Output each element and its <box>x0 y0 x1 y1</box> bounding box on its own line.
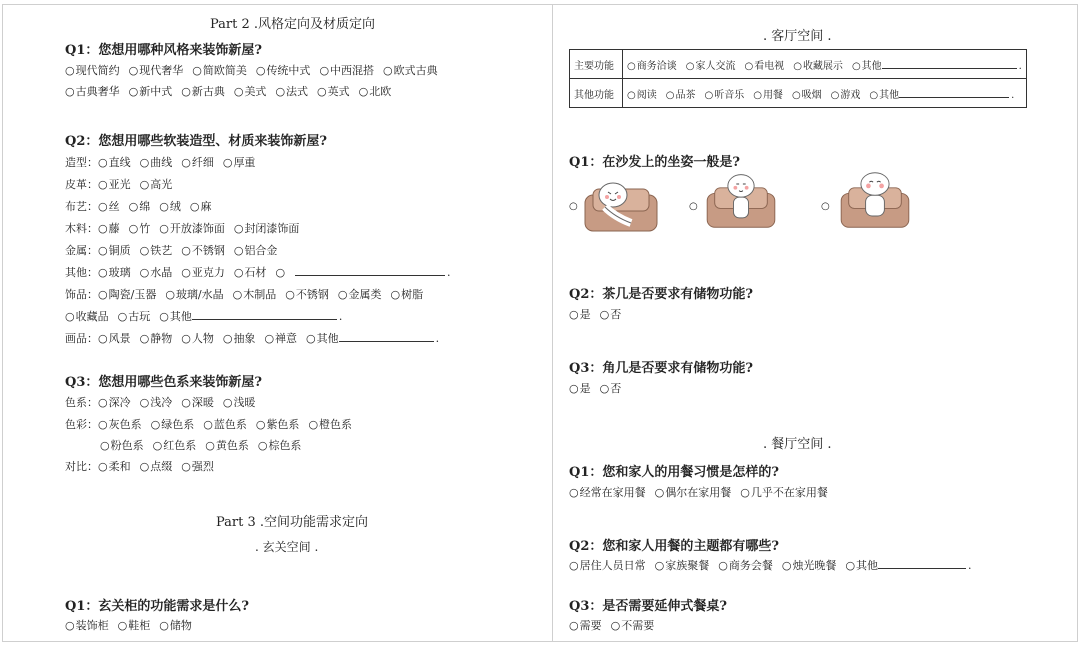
option-radio[interactable]: ○ 收藏展示 <box>793 57 843 72</box>
option-radio[interactable]: ○ 开放漆饰面 <box>159 221 225 237</box>
part3-title: Part 3 .空间功能需求定向 <box>216 515 369 530</box>
option-radio[interactable]: ○ 否 <box>600 307 622 323</box>
living-q2-options <box>569 307 630 323</box>
option-radio[interactable]: ○ 新中式 <box>129 84 173 100</box>
row-label: 画品： <box>65 332 98 345</box>
option-radio[interactable]: ○ 中西混搭 <box>319 63 374 79</box>
option-radio[interactable]: ○ 直线 <box>98 155 131 171</box>
part2-title: Part 2 .风格定向及材质定向 <box>210 17 376 32</box>
option-radio[interactable]: ○ 铝合金 <box>234 243 278 259</box>
option-radio[interactable]: ○ 看电视 <box>744 57 784 72</box>
option-radio[interactable]: ○ 品茶 <box>666 86 696 101</box>
fill-in-blank[interactable] <box>899 87 1009 98</box>
option-radio[interactable]: ○ 灰色系 <box>98 417 142 433</box>
option-radio[interactable]: ○ 封闭漆饰面 <box>234 221 300 237</box>
option-radio[interactable]: ○ 人物 <box>181 331 214 347</box>
q2-row <box>65 243 286 259</box>
row-label: 布艺： <box>65 200 98 213</box>
option-radio[interactable]: ○ 风景 <box>98 331 131 347</box>
dining-q1-title: Q1：您和家人的用餐习惯是怎样的? <box>569 465 779 480</box>
dining-q3-title: Q3：是否需要延伸式餐桌? <box>569 599 727 614</box>
posture-radio[interactable]: ○ <box>569 201 578 212</box>
option-radio[interactable]: ○ 现代奢华 <box>129 63 184 79</box>
option-radio[interactable]: ○ 收藏品 <box>65 309 109 325</box>
right-page <box>552 4 1078 642</box>
option-radio[interactable]: ○ 法式 <box>275 84 308 100</box>
option-radio[interactable]: ○ 用餐 <box>753 86 783 101</box>
option-radio[interactable]: ○ 其他 <box>306 331 339 347</box>
option-radio[interactable]: ○ 商务会餐 <box>718 558 773 574</box>
q2-title: Q2：您想用哪些软装造型、材质来装饰新屋? <box>65 134 327 149</box>
q2-row: 画品：○ 风景○ 静物○ 人物○ 抽象○ 禅意○ 其他 . <box>65 331 439 347</box>
option-radio[interactable]: ○ 厚重 <box>223 155 256 171</box>
option-radio[interactable]: ○ 几乎不在家用餐 <box>740 485 828 501</box>
option-radio[interactable]: ○ 家人交流 <box>686 57 736 72</box>
option-radio[interactable]: ○ 纤细 <box>181 155 214 171</box>
option-radio[interactable]: ○ 竹 <box>129 221 151 237</box>
option-radio[interactable]: ○ 其他 <box>869 86 899 101</box>
option-radio[interactable]: ○ 北欧 <box>359 84 392 100</box>
living-section-title: . 客厅空间 . <box>763 29 832 44</box>
q1-row1 <box>65 63 447 79</box>
option-radio[interactable]: ○ 听音乐 <box>704 86 744 101</box>
option-radio[interactable]: ○ 是 <box>569 381 591 397</box>
dining-q3-options <box>569 618 663 634</box>
row-label: 对比： <box>65 460 98 473</box>
foyer-q1-options <box>65 618 201 634</box>
dining-q1-options <box>569 485 837 501</box>
table-row-label: 主要功能 <box>570 50 623 79</box>
option-radio[interactable]: ○ 不锈钢 <box>181 243 225 259</box>
table-row <box>570 50 1027 79</box>
living-q3-options <box>569 381 630 397</box>
option-radio[interactable]: ○ 藤 <box>98 221 120 237</box>
option-radio[interactable]: ○ 绿色系 <box>151 417 195 433</box>
option-radio[interactable]: ○ 丝 <box>98 199 120 215</box>
fill-in-blank[interactable] <box>192 309 337 320</box>
q3-row <box>65 417 361 433</box>
row-label: 色彩： <box>65 418 98 431</box>
option-radio[interactable]: ○ 柔和 <box>98 459 131 475</box>
q2-row <box>65 177 181 193</box>
option-radio[interactable]: ○ 静物 <box>140 331 173 347</box>
option-radio[interactable]: ○ 麻 <box>190 199 212 215</box>
q3-row <box>65 395 264 411</box>
table-row-label: 其他功能 <box>570 79 623 108</box>
fill-in-blank[interactable] <box>878 558 966 569</box>
option-radio[interactable]: ○ 不锈钢 <box>285 287 329 303</box>
option-radio[interactable]: ○ 铜质 <box>98 243 131 259</box>
q2-row: 其他：○ 玻璃○ 水晶○ 亚克力○ 石材○ . <box>65 265 451 281</box>
option-radio[interactable]: ○ 深暖 <box>181 395 214 411</box>
fill-in-blank[interactable] <box>295 265 445 276</box>
option-radio[interactable]: ○ 其他 <box>159 309 192 325</box>
dining-section-title: . 餐厅空间 . <box>763 437 832 452</box>
option-radio[interactable]: ○ 亚克力 <box>181 265 225 281</box>
posture-radio[interactable]: ○ <box>689 201 698 212</box>
row-label: 造型： <box>65 156 98 169</box>
blank-radio[interactable] <box>275 265 286 281</box>
option-radio[interactable]: ○ 传统中式 <box>256 63 311 79</box>
option-radio[interactable]: ○ 棕色系 <box>258 438 302 454</box>
option-radio[interactable]: ○ 石材 <box>234 265 267 281</box>
living-q3-title: Q3：角几是否要求有储物功能? <box>569 361 753 376</box>
cat-on-sofa-slouching-icon <box>583 173 659 235</box>
option-radio[interactable]: ○ 玻璃/水晶 <box>165 287 223 303</box>
living-q1-title: Q1：在沙发上的坐姿一般是? <box>569 155 740 170</box>
option-radio[interactable]: ○ 古玩 <box>118 309 151 325</box>
table-row <box>570 79 1027 108</box>
option-radio[interactable]: ○ 金属类 <box>338 287 382 303</box>
option-radio[interactable]: ○ 游戏 <box>831 86 861 101</box>
option-radio[interactable]: ○ 新古典 <box>181 84 225 100</box>
option-radio[interactable]: ○ 高光 <box>140 177 173 193</box>
option-radio[interactable]: ○ 美式 <box>234 84 267 100</box>
option-radio[interactable]: ○ 绒 <box>159 199 181 215</box>
living-q2-title: Q2：茶几是否要求有储物功能? <box>569 287 753 302</box>
q1-title: Q1：您想用哪种风格来装饰新屋? <box>65 43 262 58</box>
cat-on-sofa-leaning-icon <box>837 169 913 231</box>
q1-row2 <box>65 84 400 100</box>
row-label: 皮革： <box>65 178 98 191</box>
row-label: 木料： <box>65 222 98 235</box>
option-radio[interactable]: ○ 偶尔在家用餐 <box>655 485 732 501</box>
fill-in-blank[interactable] <box>882 58 1017 69</box>
option-radio[interactable]: ○ 木制品 <box>233 287 277 303</box>
option-radio[interactable]: ○ 禅意 <box>264 331 297 347</box>
left-page <box>2 4 554 642</box>
option-radio[interactable]: ○ 烛光晚餐 <box>782 558 837 574</box>
option-radio[interactable]: ○ 强烈 <box>181 459 214 475</box>
foyer-section-title: . 玄关空间 . <box>255 540 319 554</box>
option-radio[interactable]: ○ 紫色系 <box>256 417 300 433</box>
option-radio[interactable]: ○ 黄色系 <box>205 438 249 454</box>
option-radio[interactable]: ○ 欧式古典 <box>383 63 438 79</box>
option-radio[interactable]: ○ 点缀 <box>140 459 173 475</box>
option-radio[interactable]: ○ 鞋柜 <box>118 618 151 634</box>
option-radio[interactable]: ○ 否 <box>600 381 622 397</box>
q3-row <box>100 438 310 454</box>
option-radio[interactable]: ○ 古典奢华 <box>65 84 120 100</box>
q2-row <box>65 155 264 171</box>
option-radio[interactable]: ○ 蓝色系 <box>203 417 247 433</box>
option-radio[interactable]: ○ 商务洽谈 <box>627 57 677 72</box>
option-radio[interactable]: ○ 橙色系 <box>308 417 352 433</box>
fill-in-blank[interactable] <box>339 331 434 342</box>
q2-row <box>65 199 220 215</box>
posture-radio[interactable]: ○ <box>821 201 830 212</box>
option-radio[interactable]: ○ 吸烟 <box>792 86 822 101</box>
foyer-q1-title: Q1：玄关柜的功能需求是什么? <box>65 599 249 614</box>
q2-row <box>65 221 308 237</box>
table-options: ○ 阅读○ 品茶○ 听音乐○ 用餐○ 吸烟○ 游戏○ 其他 . <box>623 79 1027 108</box>
row-label: 其他： <box>65 266 98 279</box>
q3-row <box>65 459 223 475</box>
option-radio[interactable]: ○ 玻璃 <box>98 265 131 281</box>
cat-on-sofa-upright-icon <box>703 169 779 231</box>
option-radio[interactable]: ○ 水晶 <box>140 265 173 281</box>
row-label: 色系： <box>65 396 98 409</box>
option-radio[interactable]: ○ 陶瓷/玉器 <box>98 287 156 303</box>
option-radio[interactable]: ○ 需要 <box>569 618 602 634</box>
dining-q2-title: Q2：您和家人用餐的主题都有哪些? <box>569 539 779 554</box>
option-radio[interactable]: ○ 不需要 <box>611 618 655 634</box>
option-radio[interactable]: ○ 浅暖 <box>223 395 256 411</box>
option-radio[interactable]: ○ 装饰柜 <box>65 618 109 634</box>
option-radio[interactable]: ○ 亚光 <box>98 177 131 193</box>
q3-title: Q3：您想用哪些色系来装饰新屋? <box>65 375 262 390</box>
q2-row <box>65 287 432 303</box>
option-radio[interactable]: ○ 曲线 <box>140 155 173 171</box>
dining-q2-options: ○ 居住人员日常○ 家族聚餐○ 商务会餐○ 烛光晚餐○ 其他 . <box>569 558 972 574</box>
option-radio[interactable]: ○ 粉色系 <box>100 438 144 454</box>
option-radio[interactable]: ○ 红色系 <box>153 438 197 454</box>
option-radio[interactable]: ○ 铁艺 <box>140 243 173 259</box>
option-radio[interactable]: ○ 储物 <box>159 618 192 634</box>
option-radio[interactable]: ○ 英式 <box>317 84 350 100</box>
row-label: 饰品： <box>65 288 98 301</box>
option-radio[interactable]: ○ 是 <box>569 307 591 323</box>
option-radio[interactable]: ○ 居住人员日常 <box>569 558 646 574</box>
option-radio[interactable]: ○ 阅读 <box>627 86 657 101</box>
option-radio[interactable]: ○ 经常在家用餐 <box>569 485 646 501</box>
option-radio[interactable]: ○ 浅冷 <box>140 395 173 411</box>
option-radio[interactable]: ○ 抽象 <box>223 331 256 347</box>
option-radio[interactable]: ○ 其他 <box>845 558 878 574</box>
option-radio[interactable]: ○ 现代简约 <box>65 63 120 79</box>
option-radio[interactable]: ○ 深冷 <box>98 395 131 411</box>
option-radio[interactable]: ○ 绵 <box>129 199 151 215</box>
function-table <box>569 49 1027 108</box>
row-label: 金属： <box>65 244 98 257</box>
option-radio[interactable]: ○ 家族聚餐 <box>655 558 710 574</box>
option-radio[interactable]: ○ 其他 <box>852 57 882 72</box>
option-radio[interactable]: ○ 树脂 <box>390 287 423 303</box>
table-options: ○ 商务洽谈○ 家人交流○ 看电视○ 收藏展示○ 其他 . <box>623 50 1027 79</box>
option-radio[interactable]: ○ 简欧简美 <box>192 63 247 79</box>
q2-row: ○ 收藏品○ 古玩○ 其他 . <box>65 309 342 325</box>
